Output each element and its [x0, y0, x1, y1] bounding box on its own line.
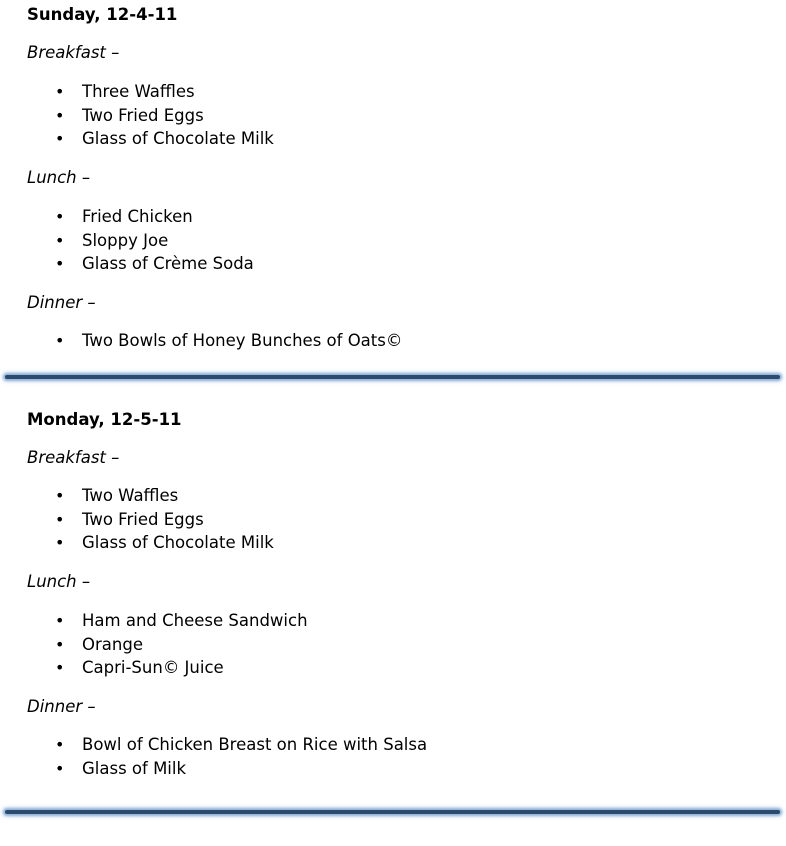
list-item-text: Two Fried Eggs	[82, 105, 204, 125]
list-item-text: Ham and Cheese Sandwich	[82, 611, 308, 630]
list-item	[0, 734, 427, 758]
list-item	[0, 485, 274, 509]
breakfast-list	[0, 81, 274, 152]
day-title: Sunday, 12-4-11	[27, 5, 178, 24]
bullet-icon: •	[55, 230, 65, 250]
list-item-text: Capri-Sun© Juice	[82, 658, 224, 677]
bullet-icon: •	[55, 207, 65, 226]
bullet-icon: •	[55, 486, 65, 505]
bullet-icon: •	[55, 509, 65, 529]
meal-label-dinner: Dinner –	[27, 293, 96, 312]
list-item	[0, 657, 308, 681]
list-item	[0, 758, 427, 782]
list-item-text: Glass of Chocolate Milk	[82, 533, 274, 552]
meal-label-breakfast: Breakfast –	[27, 448, 120, 467]
bullet-icon: •	[55, 254, 65, 273]
list-item	[0, 532, 274, 556]
list-item-text: Glass of Chocolate Milk	[82, 129, 274, 148]
lunch-list	[0, 610, 308, 681]
list-item-text: Orange	[82, 634, 143, 654]
list-item-text: Two Bowls of Honey Bunches of Oats©	[82, 331, 403, 350]
bullet-icon: •	[55, 735, 65, 754]
dinner-list	[0, 330, 402, 354]
list-item-text: Two Fried Eggs	[82, 509, 204, 529]
bullet-icon: •	[55, 758, 65, 778]
list-item-text: Three Waffles	[82, 82, 195, 101]
day-title: Monday, 12-5-11	[27, 410, 182, 429]
list-item	[0, 81, 274, 105]
list-item	[0, 128, 274, 152]
dinner-list	[0, 734, 427, 781]
section-divider	[5, 810, 780, 814]
section-divider	[5, 375, 780, 379]
breakfast-list	[0, 485, 274, 556]
bullet-icon: •	[55, 634, 65, 654]
bullet-icon: •	[55, 658, 65, 677]
meal-label-breakfast: Breakfast –	[27, 43, 120, 62]
list-item	[0, 330, 402, 354]
list-item-text: Glass of Milk	[82, 758, 187, 778]
bullet-icon: •	[55, 82, 65, 101]
list-item-text: Glass of Crème Soda	[82, 254, 254, 273]
bullet-icon: •	[55, 331, 65, 350]
list-item-text: Two Waffles	[82, 486, 179, 505]
bullet-icon: •	[55, 533, 65, 552]
bullet-icon: •	[55, 105, 65, 125]
list-item	[0, 610, 308, 634]
list-item	[0, 634, 308, 658]
list-item-text: Fried Chicken	[82, 207, 193, 226]
meal-label-lunch: Lunch –	[27, 168, 91, 187]
meal-label-dinner: Dinner –	[27, 697, 96, 716]
list-item	[0, 105, 274, 129]
list-item-text: Bowl of Chicken Breast on Rice with Salsa	[82, 735, 428, 754]
list-item	[0, 206, 254, 230]
list-item-text: Sloppy Joe	[82, 230, 169, 250]
lunch-list	[0, 206, 254, 277]
list-item	[0, 509, 274, 533]
list-item	[0, 253, 254, 277]
bullet-icon: •	[55, 611, 65, 630]
meal-label-lunch: Lunch –	[27, 572, 91, 591]
bullet-icon: •	[55, 129, 65, 148]
list-item	[0, 230, 254, 254]
